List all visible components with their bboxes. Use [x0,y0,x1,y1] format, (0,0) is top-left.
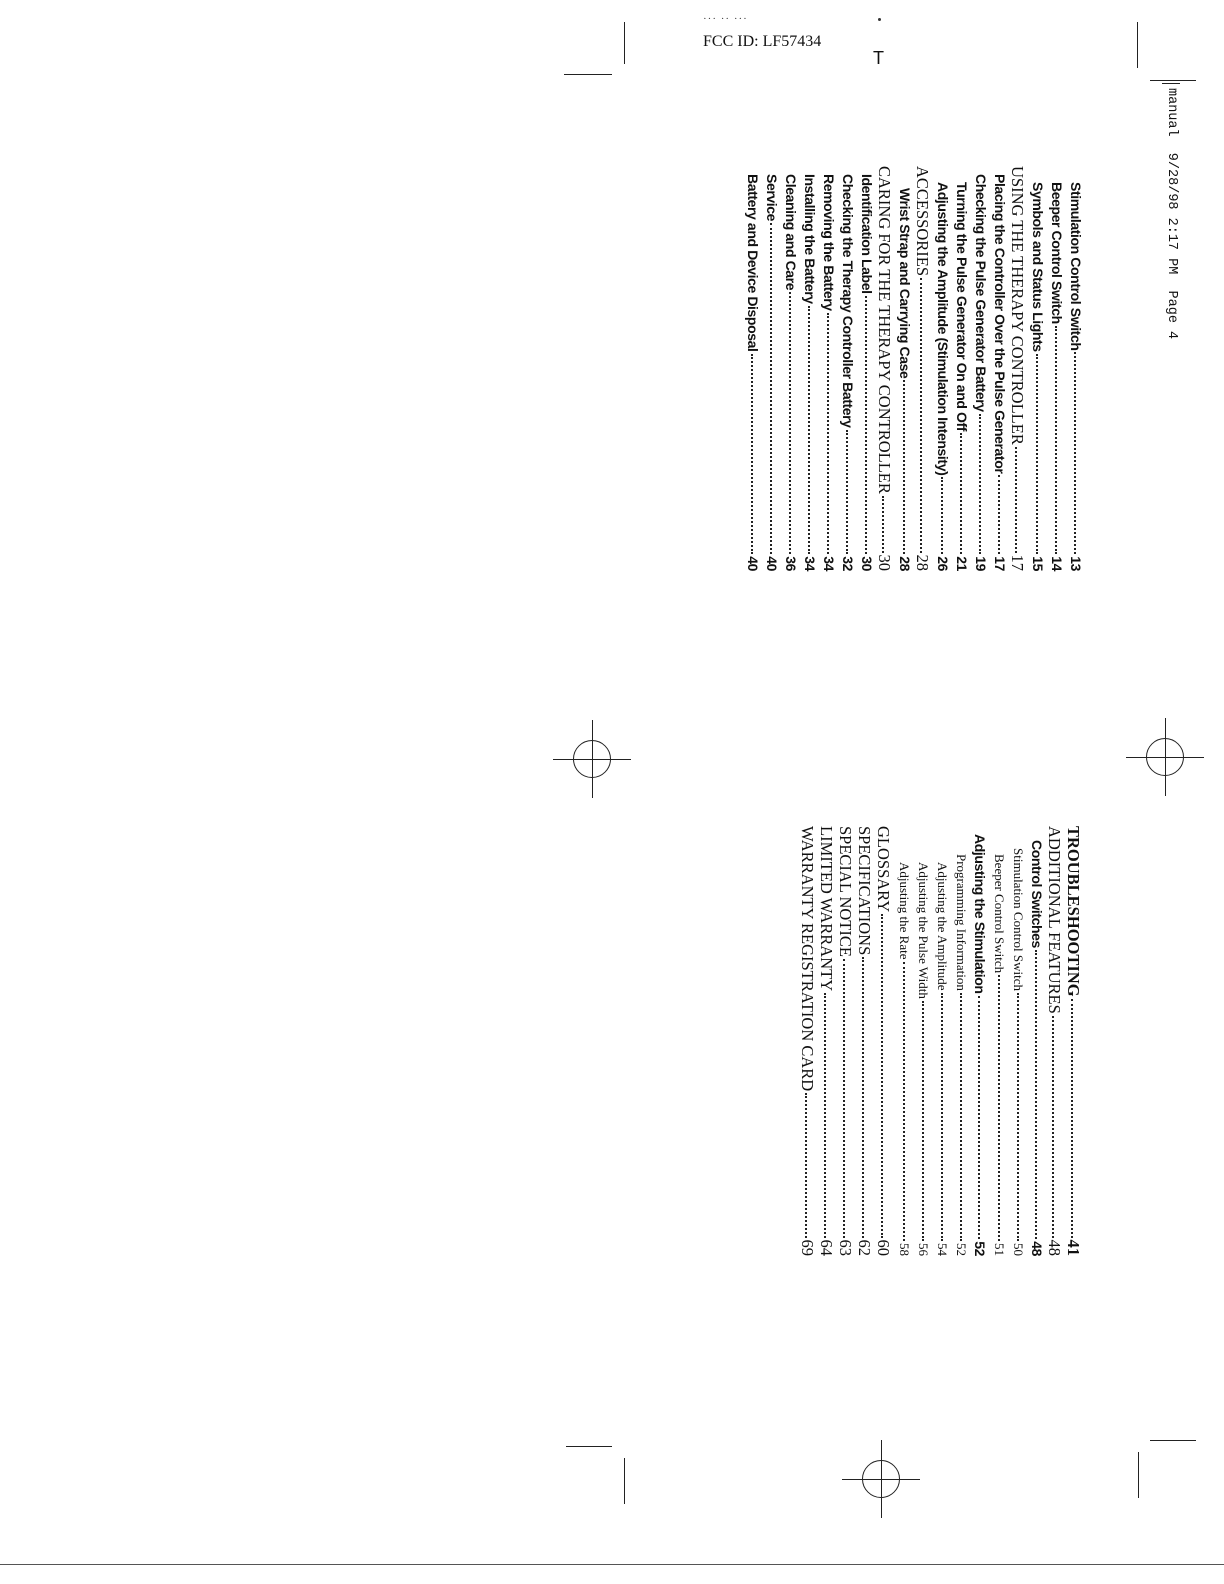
toc-entry-page: 40 [745,556,761,571]
toc-entry-page: 28 [897,556,913,571]
fcc-partial-text: ··· ·· ··· [703,13,748,25]
toc-entry [1026,826,1045,1256]
crop-mark [1138,1452,1139,1498]
toc-entry-label: Battery and Device Disposal [745,174,761,352]
toc-entry-label: Turning the Pulse Generator On and Off [954,182,970,432]
toc-entry [1046,166,1065,571]
toc-right-column [798,826,1083,1256]
dot-leader [862,957,864,1237]
dot-leader [1036,354,1038,555]
toc-entry [780,166,799,571]
crop-mark [1137,22,1138,68]
toc-entry [988,826,1007,1256]
toc-entry-label: Adjusting the Amplitude [935,862,950,991]
dot-leader [998,475,1000,554]
toc-entry-label: Beeper Control Switch [992,854,1007,974]
toc-entry-label: Cleaning and Care [783,174,799,291]
dot-leader [1017,993,1019,1241]
toc-entry-page: 51 [992,1243,1007,1256]
toc-entry [1045,826,1064,1256]
toc-entry [969,826,988,1256]
toc-entry-label: ADDITIONAL FEATURES [1045,826,1064,1014]
toc-entry-label: Symbols and Status Lights [1030,182,1046,352]
toc-entry-label: Installing the Battery [802,174,818,304]
toc-entry [837,166,856,571]
dot-leader [865,296,867,555]
crop-mark [624,1458,625,1504]
toc-entry-page: 52 [954,1243,969,1256]
dot-leader [960,993,962,1241]
fcc-id: FCC ID: LF57434 [703,33,822,50]
dot-leader [979,414,981,555]
toc-entry-page: 30 [859,556,875,571]
toc-entry-page: 60 [874,1239,893,1256]
toc-entry-label: Removing the Battery [821,174,837,311]
toc-entry-label: Checking the Pulse Generator Battery [973,174,989,412]
toc-entry-label: CARING FOR THE THERAPY CONTROLLER [875,166,894,494]
toc-entry-label: Service [764,174,780,222]
toc-entry [1007,826,1026,1256]
toc-entry [761,166,780,571]
toc-entry [855,826,874,1256]
dot-leader [770,223,772,554]
toc-entry-page: 50 [1011,1243,1026,1256]
toc-entry-page: 26 [935,556,951,571]
crop-mark [566,1446,612,1447]
toc-entry [932,166,951,571]
dot-leader [805,1093,807,1237]
bottom-scan-edge [0,1564,1224,1565]
toc-entry-page: 15 [1030,556,1046,571]
toc-entry-label: Wrist Strap and Carrying Case [897,188,913,379]
dot-leader [1015,447,1017,553]
toc-entry-label: LIMITED WARRANTY [817,826,836,992]
toc-entry-page: 54 [935,1243,950,1256]
toc-entry-label: Stimulation Control Switch [1068,182,1084,351]
toc-entry-label: USING THE THERAPY CONTROLLER [1008,166,1027,445]
toc-entry [798,826,817,1256]
toc-left-column [742,166,1084,571]
toc-entry [931,826,950,1256]
toc-entry-page: 13 [1068,556,1084,571]
dot-leader [920,278,922,552]
toc-entry-label: Placing the Controller Over the Pulse Generator [992,174,1008,474]
toc-entry-label: Adjusting the Stimulation [972,834,988,994]
toc-entry-label: ACCESSORIES [913,166,932,277]
dot-leader [1074,352,1076,554]
toc-entry-page: 41 [1064,1239,1083,1256]
dot-leader [1055,326,1057,554]
dot-leader [808,306,810,555]
crop-mark [564,74,612,75]
toc-entry-page: 64 [817,1239,836,1256]
toc-entry [989,166,1008,571]
toc-entry-page: 62 [855,1239,874,1256]
toc-entry-label: SPECIFICATIONS [855,826,874,956]
toc-entry [817,826,836,1256]
toc-entry-page: 14 [1049,556,1065,571]
toc-entry-label: Beeper Control Switch [1049,182,1065,324]
crop-mark [624,22,625,64]
toc-entry [1027,166,1046,571]
toc-entry-page: 17 [1008,554,1027,571]
toc-entry [742,166,761,571]
registration-mark [862,1460,900,1498]
toc-entry-page: 34 [802,556,818,571]
dot-leader [903,380,905,554]
toc-entry-page: 63 [836,1239,855,1256]
dot-leader [882,496,884,553]
toc-entry-page: 34 [821,556,837,571]
toc-entry [874,826,893,1256]
dot-leader [1035,950,1037,1239]
toc-entry-page: 28 [913,554,932,571]
toc-entry-label: Adjusting the Rate [897,862,912,960]
toc-entry-label: Control Switches [1029,840,1045,948]
toc-entry-page: 52 [972,1241,988,1256]
toc-entry [913,166,932,571]
dot-leader [846,430,848,555]
toc-entry-label: Checking the Therapy Controller Battery [840,174,856,428]
toc-entry-page: 48 [1045,1239,1064,1256]
dot-leader [881,914,883,1237]
dot-leader [789,292,791,554]
registration-mark [1146,738,1184,776]
toc-entry-label: Programming Information [954,854,969,991]
toc-entry [950,826,969,1256]
toc-entry-page: 17 [992,556,1008,571]
dot-leader [843,959,845,1238]
dot-leader [1052,1016,1054,1238]
dot-leader [941,477,943,554]
toc-entry [1008,166,1027,571]
toc-entry [970,166,989,571]
toc-entry [818,166,837,571]
toc-entry-page: 40 [764,556,780,571]
toc-entry-label: SPECIAL NOTICE [836,826,855,957]
toc-entry-page: 30 [875,554,894,571]
print-stamp: manual 9/28/98 2:17 PM Page 4 [1162,83,1180,339]
toc-entry-page: 32 [840,556,856,571]
t-mark: T [873,48,884,68]
toc-entry-page: 19 [973,556,989,571]
dot-leader [1071,999,1073,1238]
toc-entry-label: GLOSSARY [874,826,893,913]
toc-entry [856,166,875,571]
toc-entry [912,826,931,1256]
toc-entry [1065,166,1084,571]
toc-entry-page: 56 [916,1243,931,1256]
toc-entry [951,166,970,571]
dot-leader [824,993,826,1237]
toc-entry-page: 69 [798,1239,817,1256]
toc-entry-page: 36 [783,556,799,571]
toc-entry-label: Identification Label [859,174,875,294]
toc-entry [875,166,894,571]
registration-mark [573,740,611,778]
dot-leader [827,313,829,555]
toc-entry-label: Adjusting the Amplitude (Stimulation Intensity) [935,182,951,476]
toc-entry-page: 21 [954,556,970,571]
toc-entry [894,166,913,571]
crop-mark [1150,80,1196,81]
toc-entry [836,826,855,1256]
toc-entry-page: 58 [897,1243,912,1256]
dot-leader [903,962,905,1242]
toc-entry-label: Stimulation Control Switch [1011,848,1026,992]
dot-leader [960,433,962,554]
toc-entry [893,826,912,1256]
dot-leader [751,354,753,555]
toc-entry-page: 48 [1029,1241,1045,1256]
dot-leader [978,996,980,1240]
crop-mark [1150,1440,1196,1441]
toc-entry [799,166,818,571]
toc-entry-label: WARRANTY REGISTRATION CARD [798,826,817,1092]
speck-mark [878,18,881,21]
dot-leader [922,1001,924,1241]
toc-entry [1064,826,1083,1256]
toc-entry-label: Adjusting the Pulse Width [916,862,931,999]
toc-entry-label: TROUBLESHOOTING [1064,826,1083,997]
dot-leader [998,975,1000,1241]
dot-leader [941,993,943,1241]
